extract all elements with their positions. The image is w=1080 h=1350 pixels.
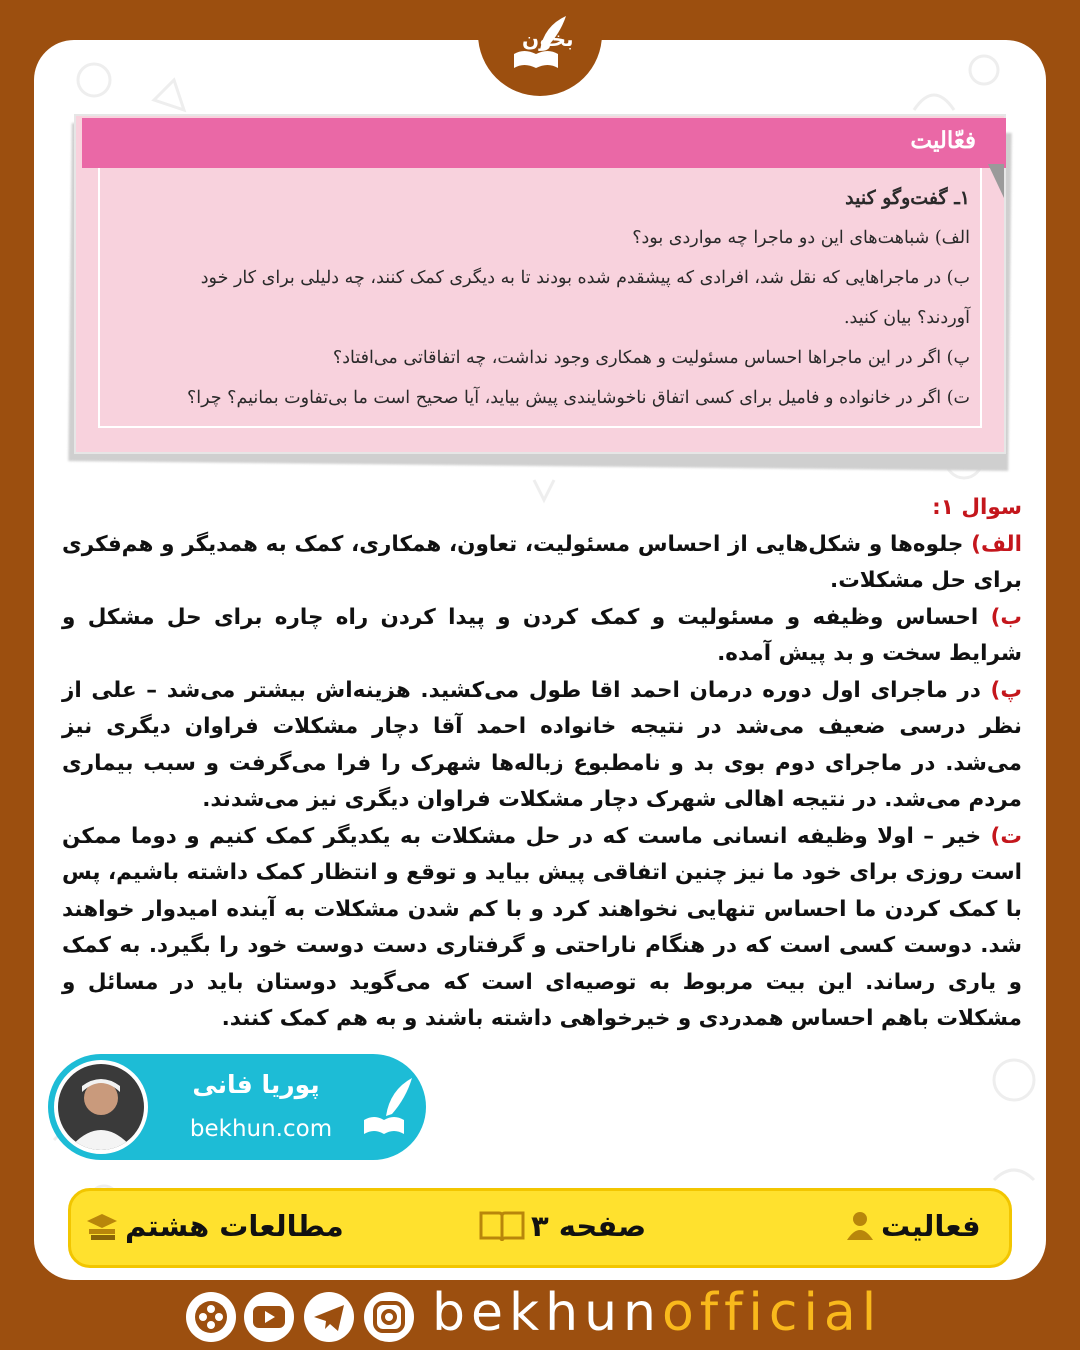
answer-label: الف) <box>971 531 1022 557</box>
textbook-line: پ) اگر در این ماجراها احساس مسئولیت و همکاری وجود نداشت، چه اتفاقاتی می‌افتاد؟ <box>332 348 970 368</box>
footer-handle-second: official <box>661 1283 883 1343</box>
answer-item <box>62 527 1022 600</box>
answer-text: جلوه‌ها و شکل‌هایی از احساس مسئولیت، تعاون، همکاری، کمک به همدیگر و هم‌فکری برای حل مشکلات. <box>62 531 1022 593</box>
activity-label <box>845 1209 981 1243</box>
film-reel-icon[interactable] <box>186 1292 236 1342</box>
telegram-icon[interactable] <box>304 1292 354 1342</box>
answer-text: خیر – اولا وظیفه انسانی ماست که در حل مشکلات به یکدیگر کمک کنیم و دوما ممکن است روزی برای خود ما نیز چنین اتفاقی پیش بیاید و توقع و انتظار کمک داشته باشیم، پس با کمک کردن ما احساس تنهایی نخواهند کرد و با کم شدن مشکلات به آینده امیدوار خواهند شد. دوست کسی است که در هنگام ناراحتی و گرفتاری دست دوست خود را بگیرد. به کمک و یاری رساند. این بیت مربوط به توصیه‌ای است که می‌گوید دوستان باید در مسائل و مشکلات باهم احساس همدردی و خیرخواهی داشته باشند و به هم کمک کنند. <box>62 823 1022 1031</box>
graduation-books-icon <box>85 1211 119 1241</box>
page-text: صفحه ۳ <box>531 1209 647 1243</box>
author-website[interactable]: bekhun.com <box>189 1116 333 1142</box>
author-avatar <box>54 1060 148 1154</box>
footer-info-bar <box>68 1188 1012 1268</box>
textbook-text <box>116 178 970 418</box>
bekhun-logo-icon <box>500 6 580 86</box>
answer-text: احساس وظیفه و مسئولیت و کمک کردن و پیدا کردن راه چاره برای حل مشکل و شرایط سخت و بد پیش آمده. <box>62 604 1022 666</box>
bekhun-logo-icon <box>358 1068 418 1146</box>
textbook-header <box>82 118 1006 168</box>
page-label <box>479 1209 646 1243</box>
answer-item <box>62 819 1022 1038</box>
svg-text:بخون: بخون <box>522 27 574 51</box>
textbook-title: فعّالیت <box>910 127 976 154</box>
footer-handle[interactable] <box>432 1282 882 1344</box>
textbook-line: الف) شباهت‌های این دو ماجرا چه مواردی بود؟ <box>632 228 970 248</box>
answer-item <box>62 600 1022 673</box>
subject-text: مطالعات هشتم <box>125 1209 344 1243</box>
person-photo-icon <box>58 1064 144 1150</box>
author-badge[interactable] <box>48 1054 426 1160</box>
instagram-icon[interactable] <box>364 1292 414 1342</box>
question-label: سوال ۱: <box>932 495 1022 520</box>
activity-text: فعالیت <box>881 1209 981 1243</box>
youtube-icon[interactable] <box>244 1292 294 1342</box>
subject-label <box>85 1209 344 1243</box>
textbook-heading: ۱ـ گفت‌وگو کنید <box>845 187 970 209</box>
teacher-icon <box>845 1210 875 1242</box>
textbook-activity-box <box>74 114 1006 454</box>
answer-label: ب) <box>990 604 1022 630</box>
footer-handle-first: bekhun <box>432 1283 662 1343</box>
answer-label: پ) <box>990 677 1022 703</box>
textbook-line: ب) در ماجراهایی که نقل شد، افرادی که پیشقدم شده بودند تا به دیگری کمک کنند، چه دلیلی برای کار خود <box>200 268 970 288</box>
answer-label: ت) <box>990 823 1022 849</box>
author-name: پوریا فانی <box>192 1070 320 1099</box>
answer-text: در ماجرای اول دوره درمان احمد اقا طول می‌کشید. هزینه‌اش بیشتر می‌شد – علی از نظر درسی ضعیف می‌شد در نتیجه خانواده احمد آقا دچار مشکلات فراوان دیگری نیز می‌شد. در ماجرای دوم بوی بد و نامطبوع زباله‌ها شهرک را فرا می‌گرفت و سبب بیماری مردم می‌شد. در نتیجه اهالی شهرک دچار مشکلات فراوان دیگری نیز می‌شدند. <box>62 677 1022 812</box>
textbook-line: ت) اگر در خانواده و فامیل برای کسی اتفاق ناخوشایندی پیش بیاید، آیا صحیح است ما بی‌تفاوت بمانیم؟ چرا؟ <box>187 388 970 408</box>
answer-item <box>62 673 1022 819</box>
open-book-icon <box>479 1209 525 1243</box>
answer-section <box>62 490 1022 1038</box>
textbook-corner-tab <box>988 164 1004 198</box>
textbook-line: آوردند؟ بیان کنید. <box>843 308 970 328</box>
